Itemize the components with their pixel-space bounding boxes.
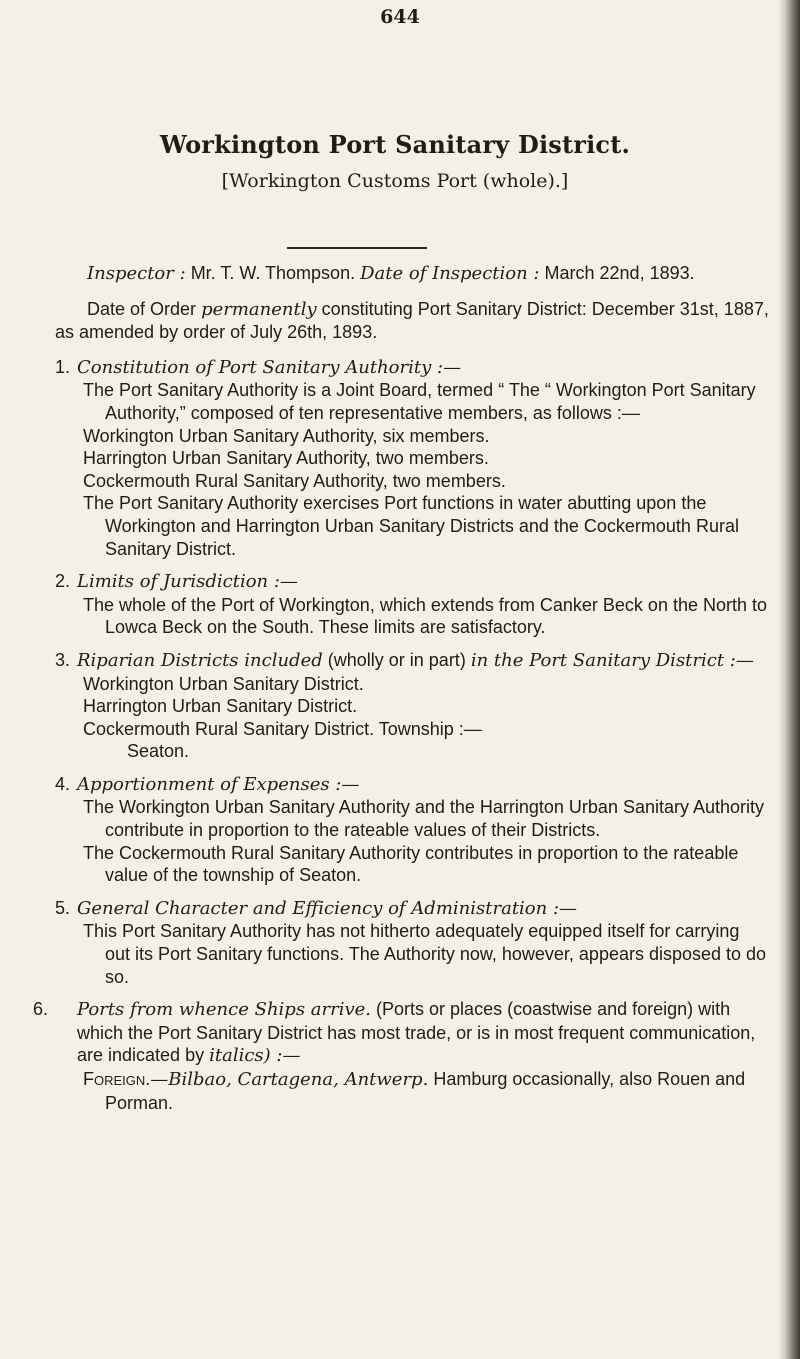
title-divider — [287, 247, 427, 249]
page-title: Workington Port Sanitary District. — [159, 130, 631, 159]
section-number: 6. — [33, 999, 49, 1020]
section-line: The Cockermouth Rural Sanitary Authority contributes in proportion to the rateable value of the township of Seaton. — [83, 842, 739, 886]
section-riparian-districts — [55, 649, 769, 763]
section-line: The Workington Urban Sanitary Authority and the Harrington Urban Sanitary Authority contribute in proportion to the rateable values of their Districts. — [83, 797, 765, 841]
section-line: The Port Sanitary Authority exercises Port functions in water abutting upon the Workington and Harrington Urban Sanitary Districts and the Cockermouth Rural Sanitary District. — [83, 493, 739, 559]
section-apportionment — [55, 773, 769, 887]
order-italic: permanently — [201, 298, 317, 320]
foreign-ports-italic: —Bilbao, Cartagena, Antwerp. — [150, 1069, 429, 1090]
section-title-plain: (Ports or places (coastwise and foreign) with which the Port Sanitary District has most trade, or is in most frequent communication, are indicated by — [77, 999, 756, 1066]
section-line: Workington Urban Sanitary Authority, six members. — [83, 425, 490, 446]
section-title-a: Ports from whence Ships arrive. — [77, 999, 372, 1021]
foreign-ports-rest: Hamburg occasionally, also Rouen and Porman. — [105, 1069, 746, 1113]
section-title-b: italics) :— — [209, 1045, 301, 1067]
inspection-details — [55, 262, 769, 286]
section-number: 5. — [55, 897, 71, 918]
section-line: Seaton. — [127, 741, 190, 762]
inspector-label: Inspector : — [87, 263, 186, 284]
section-line: Harrington Urban Sanitary Authority, two members. — [83, 448, 489, 469]
section-heading — [55, 356, 769, 380]
document-body — [33, 262, 769, 1124]
section-title-b: in the Port Sanitary District :— — [470, 649, 754, 671]
section-heading — [55, 649, 769, 673]
section-number: 2. — [55, 571, 71, 592]
section-number: 4. — [55, 773, 71, 794]
page-subtitle: [Workington Customs Port (whole).] — [221, 170, 569, 192]
section-title-a: Riparian Districts included — [77, 649, 323, 671]
section-title: Apportionment of Expenses :— — [77, 773, 360, 795]
inspector-name: Mr. T. W. Thompson. — [190, 263, 356, 283]
section-line: The Port Sanitary Authority is a Joint Board, termed “ The “ Workington Port Sanitary Authority,” composed of ten representative members, as follows :— — [83, 380, 756, 423]
section-line: Cockermouth Rural Sanitary District. Township :— — [83, 718, 482, 739]
foreign-label: Foreign. — [83, 1069, 151, 1089]
section-heading — [55, 570, 769, 594]
order-prefix: Date of Order — [87, 298, 197, 319]
section-heading — [55, 773, 769, 797]
inspection-date: March 22nd, 1893. — [544, 263, 695, 283]
page-edge-shadow — [778, 0, 800, 1359]
section-title: General Character and Efficiency of Administration :— — [77, 897, 578, 919]
section-ports — [33, 998, 769, 1114]
section-number: 1. — [55, 356, 71, 377]
section-line: Harrington Urban Sanitary District. — [83, 696, 358, 717]
order-details — [55, 298, 769, 344]
section-heading — [55, 897, 769, 921]
inspection-date-label: Date of Inspection : — [360, 263, 540, 284]
foreign-ports-line — [55, 1068, 769, 1114]
section-constitution — [55, 356, 769, 560]
section-line: Workington Urban Sanitary District. — [83, 673, 364, 694]
section-title: Constitution of Port Sanitary Authority :— — [77, 356, 462, 378]
section-title: Limits of Jurisdiction :— — [77, 571, 298, 593]
order-text: constituting Port Sanitary District: December 31st, 1887, as amended by order of July 26th, 1893. — [55, 298, 769, 343]
section-number: 3. — [55, 649, 71, 670]
page-number: 644 — [380, 6, 420, 28]
section-line: Cockermouth Rural Sanitary Authority, two members. — [83, 470, 506, 491]
section-title-plain: (wholly or in part) — [327, 649, 466, 670]
section-line: The whole of the Port of Workington, which extends from Canker Beck on the North to Lowca Beck on the South. These limits are satisfactory. — [83, 594, 768, 638]
section-jurisdiction — [55, 570, 769, 639]
section-line: This Port Sanitary Authority has not hitherto adequately equipped itself for carrying out its Port Sanitary functions. The Authority now, however, appears disposed to do so. — [83, 921, 767, 987]
section-administration — [55, 897, 769, 988]
section-heading — [33, 998, 769, 1068]
